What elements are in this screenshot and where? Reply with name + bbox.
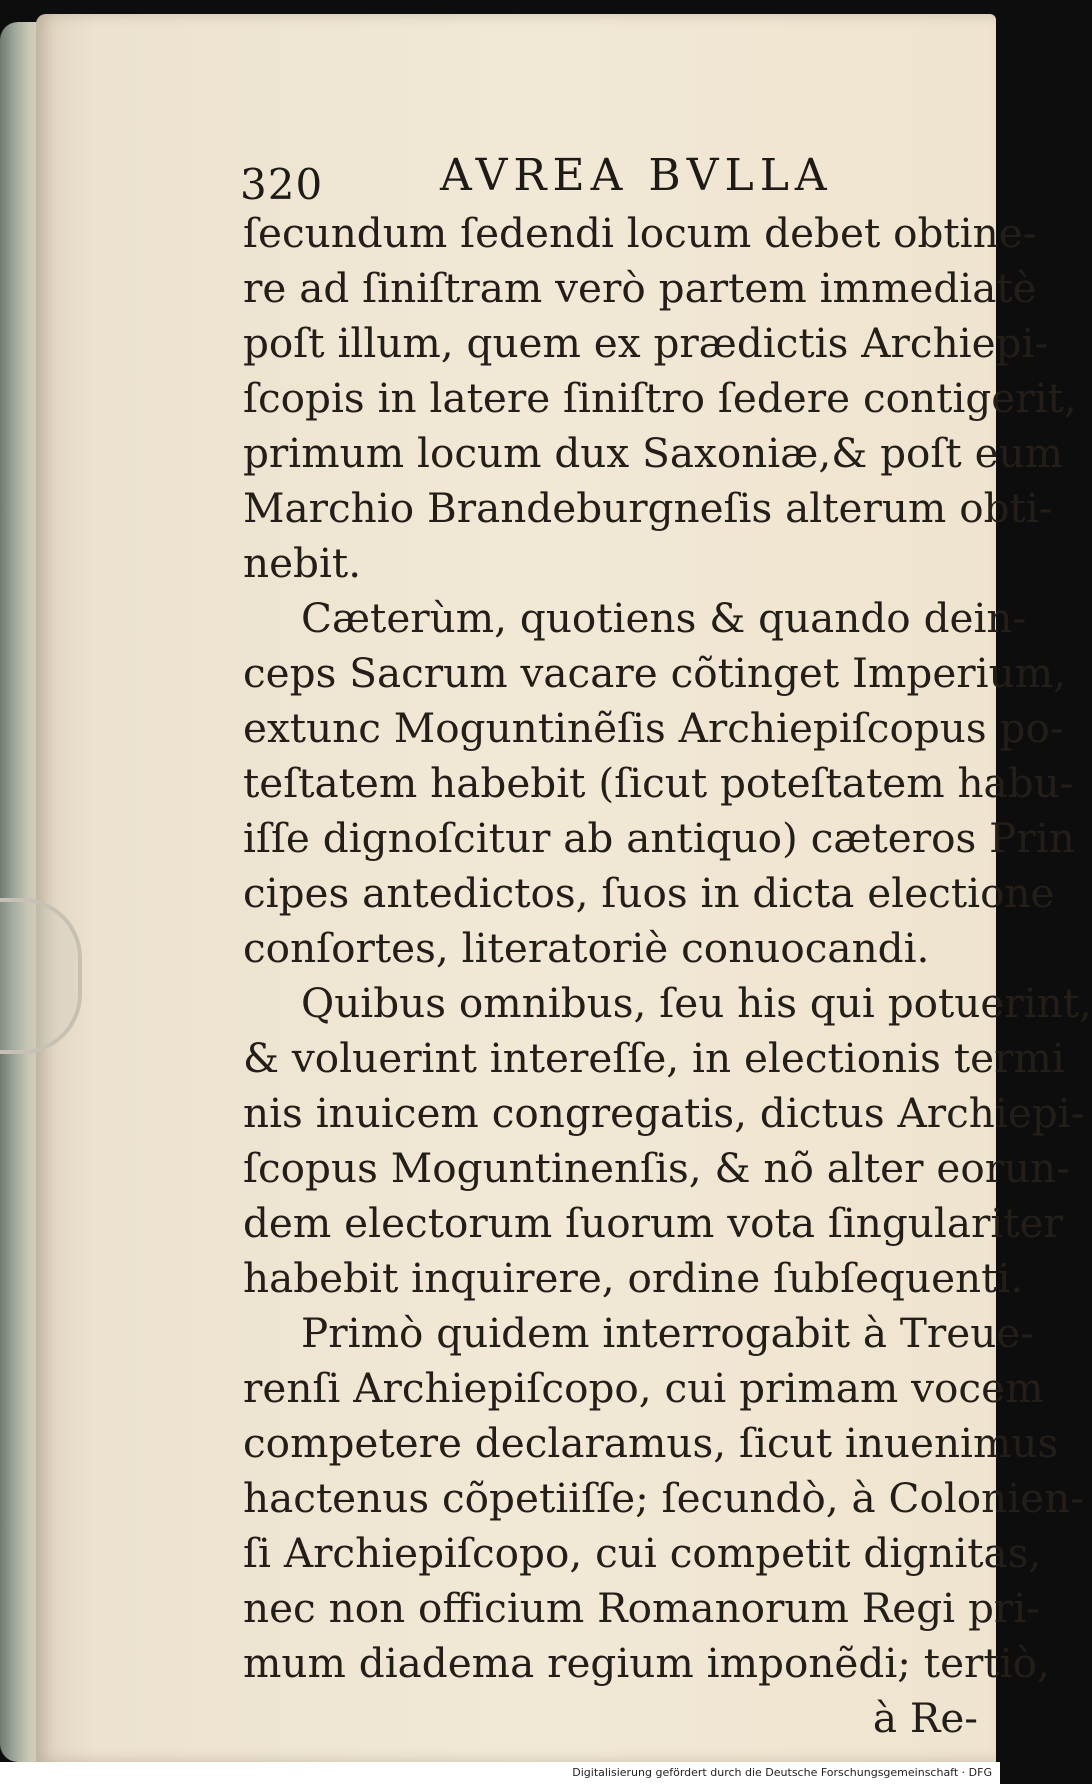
text-line: habebit inquirere, ordine ſubſequenti. xyxy=(243,1254,1024,1302)
text-line: Cæterùm, quotiens & quando dein- xyxy=(301,594,1027,642)
text-line: ſcopis in latere ſiniſtro ſedere contigerit, xyxy=(243,374,1077,422)
body-text xyxy=(243,206,1092,1746)
text-line: nebit. xyxy=(243,539,362,587)
text-line: ſi Archiepiſcopo, cui competit dignitas, xyxy=(243,1529,1042,1577)
text-line: cipes antedictos, ſuos in dicta electione xyxy=(243,869,1055,917)
text-line: nec non officium Romanorum Regi pri- xyxy=(243,1584,1040,1632)
running-title: AVREA BVLLA xyxy=(440,150,833,201)
text-line: re ad ſiniſtram verò partem immediatè xyxy=(243,264,1037,312)
text-line: ceps Sacrum vacare cõtinget Imperium, xyxy=(243,649,1066,697)
text-line: Primò quidem interrogabit à Treue- xyxy=(301,1309,1034,1357)
text-line: iſſe dignoſcitur ab antiquo) cæteros Prin xyxy=(243,814,1075,862)
text-line: nis inuicem congregatis, dictus Archiepi- xyxy=(243,1089,1085,1137)
text-line: teſtatem habebit (ſicut poteſtatem habu- xyxy=(243,759,1074,807)
text-line: Quibus omnibus, ſeu his qui potuerint, xyxy=(301,979,1092,1027)
text-line: Marchio Brandeburgneſis alterum obti- xyxy=(243,484,1053,532)
text-line: renſi Archiepiſcopo, cui primam vocem xyxy=(243,1364,1044,1412)
text-line: mum diadema regium imponẽdi; tertiò, xyxy=(243,1639,1050,1687)
text-line: hactenus cõpetiiſſe; ſecundò, à Colonien- xyxy=(243,1474,1084,1522)
text-line: ſcopus Moguntinenſis, & nõ alter eorun- xyxy=(243,1144,1070,1192)
text-line: conſortes, literatoriè conuocandi. xyxy=(243,924,930,972)
text-line: primum locum dux Saxoniæ,& poſt eum xyxy=(243,429,1064,477)
text-line: poſt illum, quem ex prædictis Archiepi- xyxy=(243,319,1049,367)
text-line: dem electorum ſuorum vota ſingulariter xyxy=(243,1199,1063,1247)
text-line: competere declaramus, ſicut inuenimus xyxy=(243,1419,1059,1467)
text-line: ſecundum ſedendi locum debet obtine- xyxy=(243,209,1037,257)
digitization-credit: Digitalisierung gefördert durch die Deutsche Forschungsgemeinschaft · DFG xyxy=(572,1766,992,1779)
page-header xyxy=(240,150,840,210)
page-number: 320 xyxy=(240,160,324,209)
text-line: extunc Moguntinẽſis Archiepiſcopus po- xyxy=(243,704,1064,752)
catchword: à Re- xyxy=(872,1694,978,1742)
text-line: & voluerint intereſſe, in electionis termi xyxy=(243,1034,1065,1082)
